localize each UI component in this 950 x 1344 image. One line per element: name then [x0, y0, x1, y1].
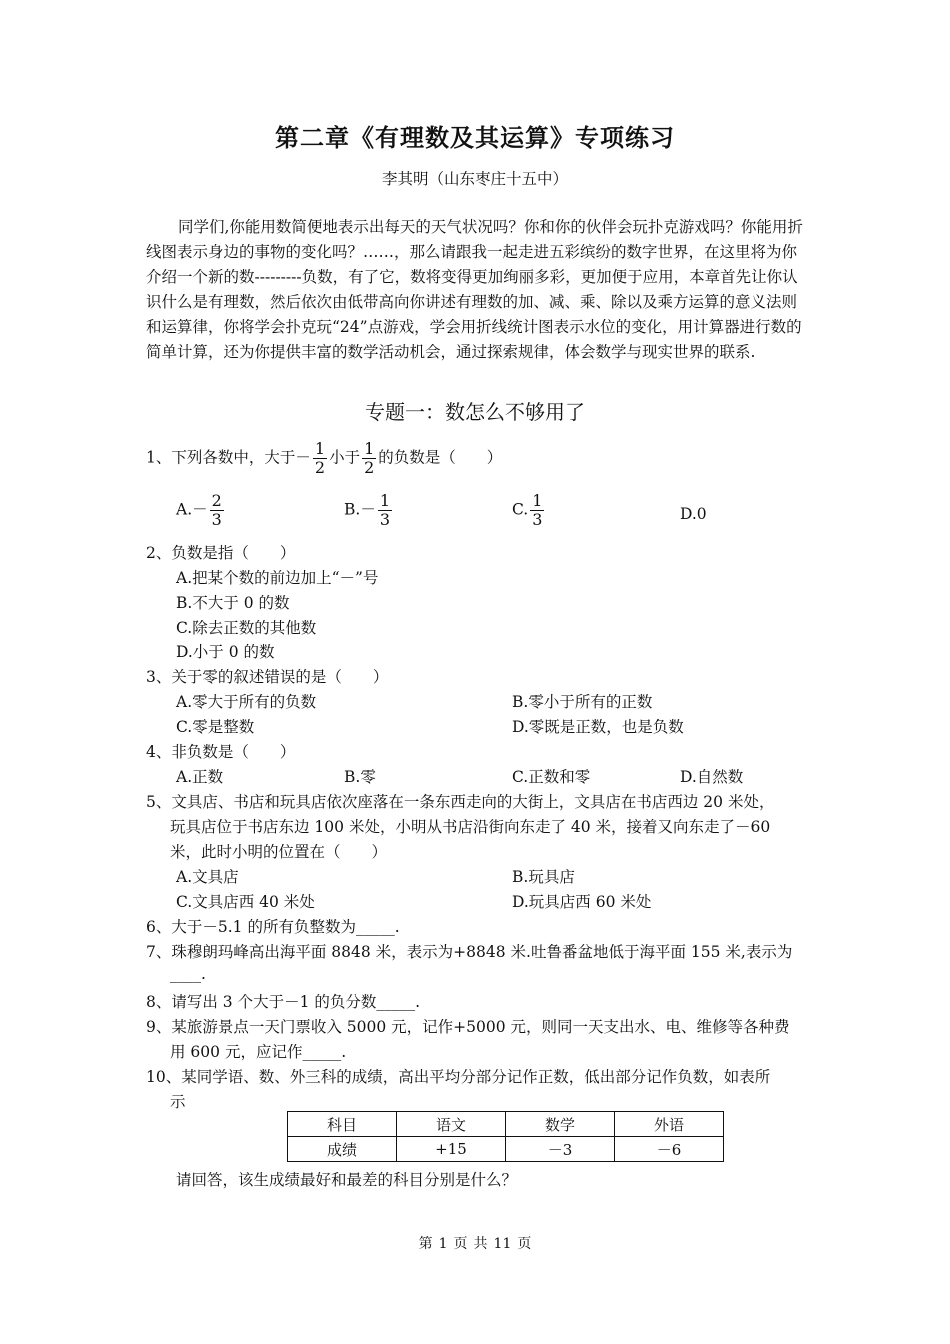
question-4-stem: 4、非负数是（ ）	[146, 743, 296, 761]
footer-text-4: 页	[517, 1236, 532, 1252]
table-header-cell: 外语	[615, 1112, 724, 1137]
q1-option-a-label: A.－	[176, 500, 208, 519]
q1-frac1-num: 1	[314, 439, 326, 458]
footer-total-pages: 11	[493, 1236, 512, 1252]
q5-option-a: A.文具店	[176, 868, 239, 886]
footer-text-3: 共	[473, 1236, 488, 1252]
q4-option-d: D.自然数	[680, 768, 744, 786]
table-cell: 成绩	[288, 1137, 397, 1162]
question-5-line-3: 米，此时小明的位置在（ ）	[170, 843, 388, 861]
q1-mid: 小于	[329, 448, 361, 467]
q3-option-b: B.零小于所有的正数	[512, 693, 653, 711]
page-title: 第二章《有理数及其运算》专项练习	[275, 123, 675, 152]
table-header-row	[288, 1112, 724, 1137]
q1-frac1-den: 2	[314, 458, 326, 477]
q5-option-c: C.文具店西 40 米处	[176, 893, 315, 911]
question-6: 6、大于－5.1 的所有负整数为_____.	[146, 918, 400, 936]
q1-frac2-num: 1	[364, 439, 375, 458]
q3-option-a: A.零大于所有的负数	[176, 693, 317, 711]
question-5-line-2: 玩具店位于书店东边 100 米处，小明从书店沿街向东走了 40 米，接着又向东走了－60	[170, 818, 771, 836]
footer-text-1: 第	[418, 1236, 433, 1252]
table-cell: －3	[506, 1137, 615, 1162]
page-footer	[0, 1233, 950, 1253]
q4-option-c: C.正数和零	[512, 768, 591, 786]
q1-frac2-den: 2	[364, 458, 375, 477]
q5-option-d: D.玩具店西 60 米处	[512, 893, 652, 911]
scores-table	[287, 1111, 724, 1162]
table-header-cell: 数学	[506, 1112, 615, 1137]
question-9-line-1: 9、某旅游景点一天门票收入 5000 元，记作+5000 元，则同一天支出水、电、维修等各种费	[146, 1018, 790, 1036]
q1-option-b-label: B.－	[344, 500, 376, 519]
question-3-stem: 3、关于零的叙述错误的是（ ）	[146, 668, 389, 686]
table-cell: +15	[397, 1137, 506, 1162]
q1-option-c	[512, 492, 546, 529]
question-1-stem	[146, 440, 502, 477]
question-8: 8、请写出 3 个大于－1 的负分数_____.	[146, 993, 421, 1011]
table-header-cell: 语文	[397, 1112, 506, 1137]
table-row	[288, 1137, 724, 1162]
q2-option-b: B.不大于 0 的数	[176, 594, 290, 612]
question-9-line-2: 用 600 元，应记作_____.	[170, 1043, 347, 1061]
q1-option-b-fraction	[378, 492, 392, 529]
author-line: 李其明（山东枣庄十五中）	[381, 170, 568, 188]
q2-option-a: A.把某个数的前边加上“－”号	[176, 569, 379, 587]
q1-fraction-1	[313, 440, 327, 477]
table-cell: －6	[615, 1137, 724, 1162]
q2-option-d: D.小于 0 的数	[176, 643, 275, 661]
question-10-ask: 请回答，该生成绩最好和最差的科目分别是什么？	[176, 1171, 518, 1189]
footer-text-2: 页	[453, 1236, 468, 1252]
question-10-line-1: 10、某同学语、数、外三科的成绩，高出平均分部分记作正数，低出部分记作负数，如表所	[146, 1068, 771, 1086]
q1-option-c-label: C.	[512, 500, 529, 519]
q3-option-d: D.零既是正数，也是负数	[512, 718, 684, 736]
q1-option-a-num: 2	[211, 491, 222, 510]
q1-prefix: 1、下列各数中，大于－	[146, 448, 311, 467]
q1-option-c-den: 3	[532, 510, 543, 529]
q1-option-a	[176, 492, 226, 529]
q5-option-b: B.玩具店	[512, 868, 575, 886]
section-title: 专题一：数怎么不够用了	[365, 400, 585, 424]
question-7-line-2: ____.	[170, 965, 206, 983]
question-10-line-2: 示	[170, 1093, 186, 1111]
q1-option-c-num: 1	[532, 491, 543, 510]
intro-text: 同学们,你能用数简便地表示出每天的天气状况吗？你和你的伙伴会玩扑克游戏吗？你能用折线图表示身边的事物的变化吗？……，那么请跟我一起走进五彩缤纷的数字世界，在这里将为你介绍一个新的数---------负数，有了它，数将变得更加绚丽多彩，更加便于应用，本章首先让你认识什么是有理数，然后依次由低带高向你讲述有理数的加、减、乘、除以及乘方运算的意义法则和运算律，你将学会扑克玩“24”点游戏，学会用折线统计图表示水位的变化，用计算器进行数的简单计算，还为你提供丰富的数学活动机会，通过探索规律，体会数学与现实世界的联系.	[146, 218, 803, 361]
question-5-line-1: 5、文具店、书店和玩具店依次座落在一条东西走向的大街上，文具店在书店西边 20 米处，	[146, 793, 775, 811]
q1-option-d: D.0	[680, 505, 707, 523]
question-2-stem: 2、负数是指（ ）	[146, 544, 296, 562]
q1-option-b	[344, 492, 394, 529]
table-header-cell: 科目	[288, 1112, 397, 1137]
q3-option-c: C.零是整数	[176, 718, 255, 736]
q1-suffix: 的负数是（ ）	[378, 448, 503, 467]
q1-option-b-num: 1	[379, 491, 391, 510]
q1-option-a-fraction	[210, 492, 224, 529]
q4-option-a: A.正数	[176, 768, 224, 786]
intro-paragraph	[146, 215, 810, 365]
question-7-line-1: 7、珠穆朗玛峰高出海平面 8848 米，表示为+8848 米.吐鲁番盆地低于海平面 155 米,表示为	[146, 943, 793, 961]
q2-option-c: C.除去正数的其他数	[176, 619, 317, 637]
q1-option-a-den: 3	[211, 510, 222, 529]
q1-option-b-den: 3	[379, 510, 391, 529]
q4-option-b: B.零	[344, 768, 376, 786]
footer-page-number: 1	[438, 1236, 448, 1252]
q1-fraction-2	[362, 440, 376, 477]
q1-option-c-fraction	[530, 492, 544, 529]
